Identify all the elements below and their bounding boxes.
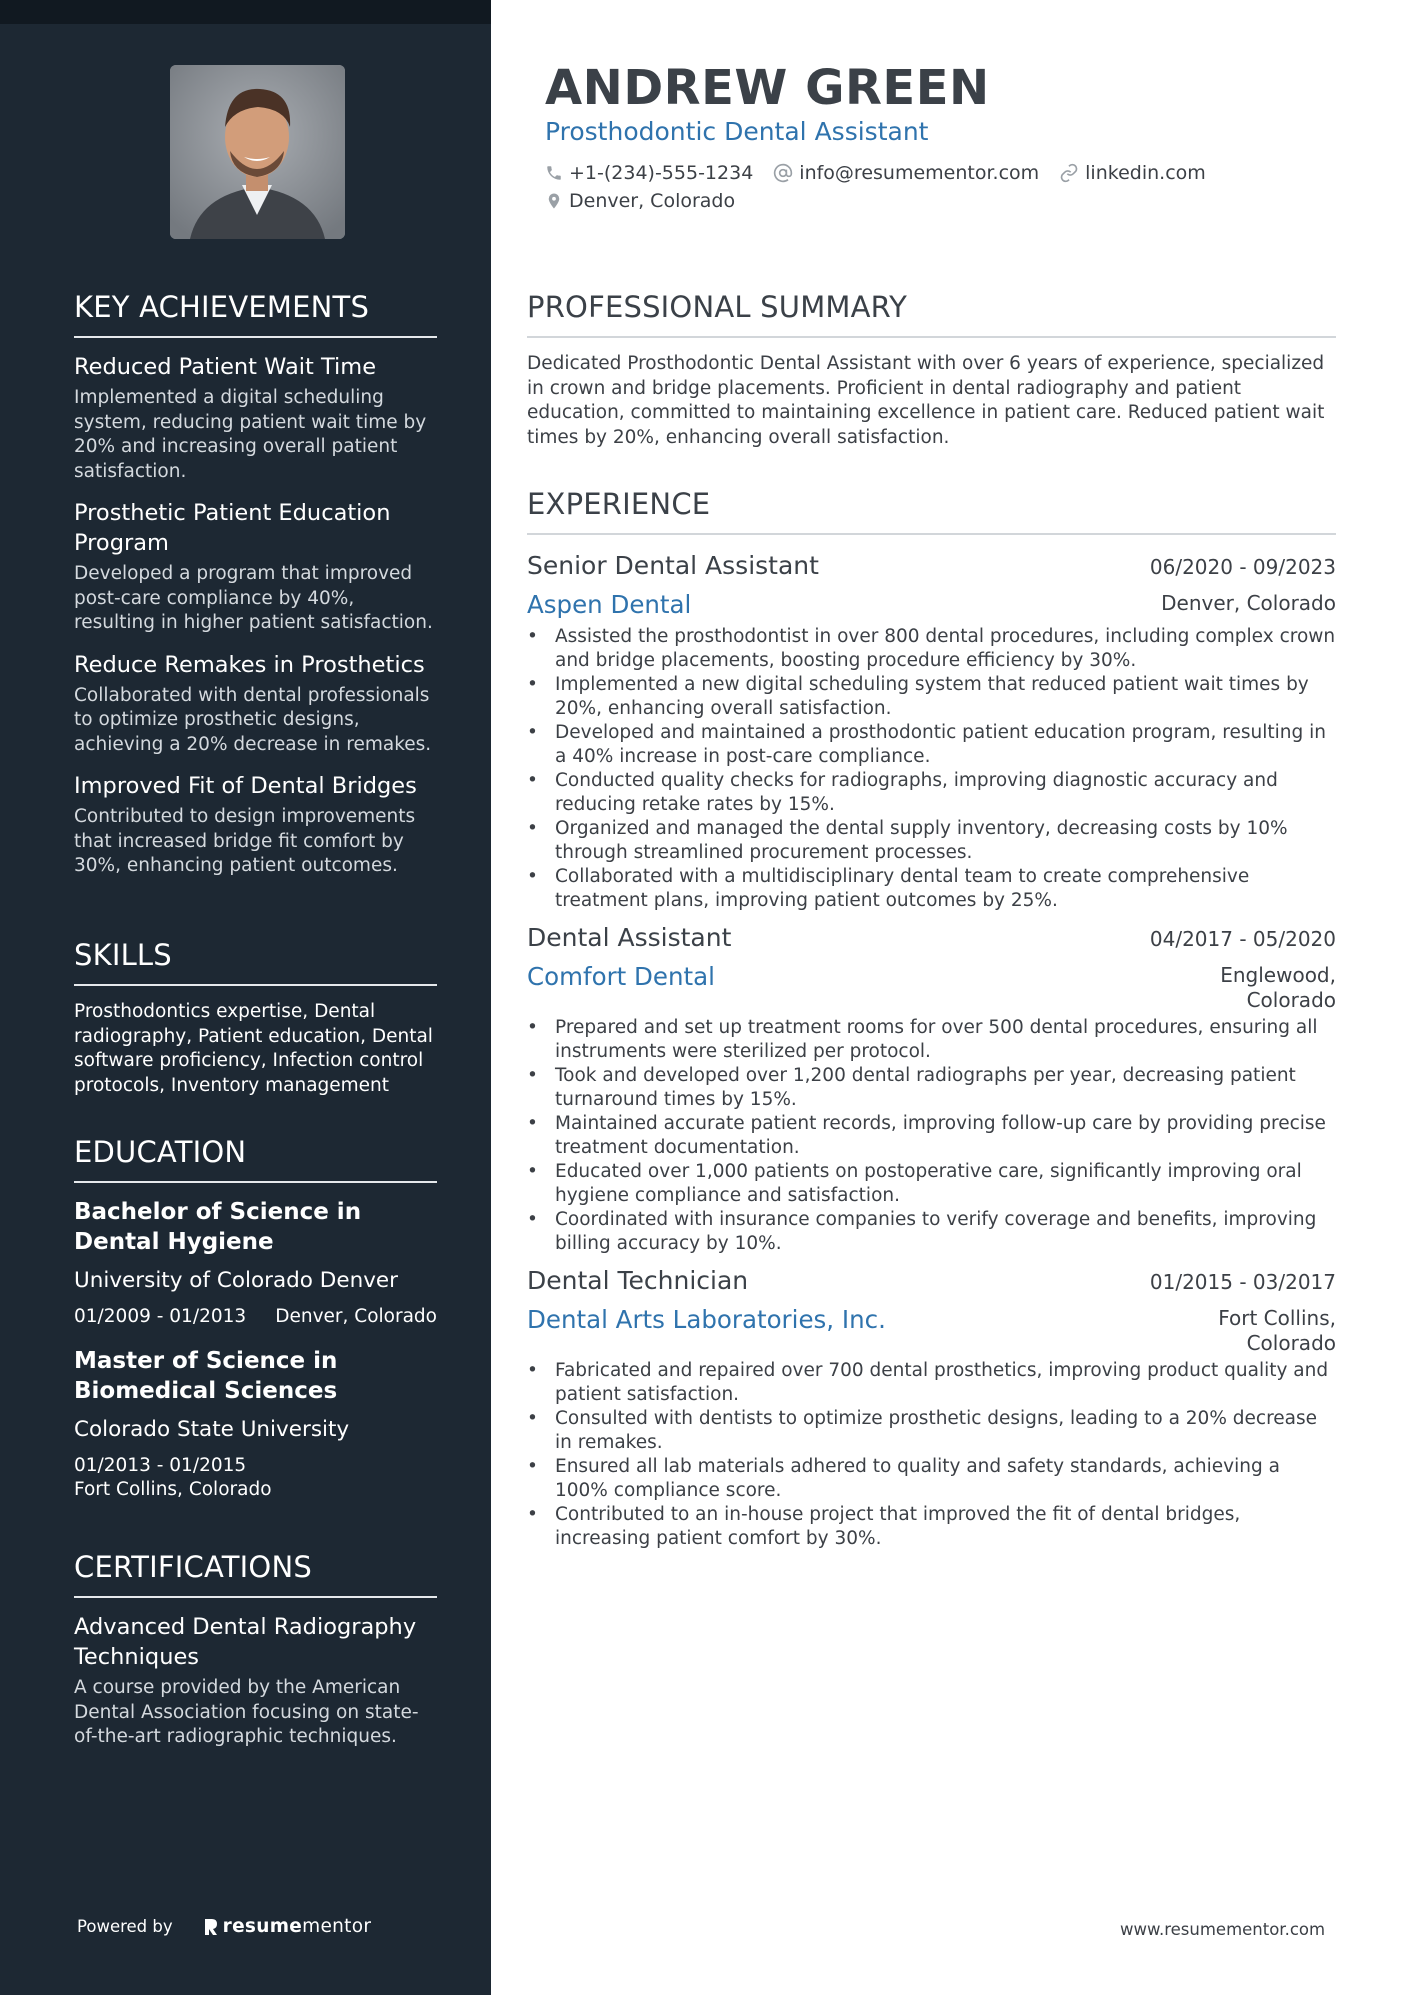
footer-website[interactable]: www.resumementor.com [1120,1920,1326,1939]
linkedin-text: linkedin.com [1085,162,1206,184]
job-subheader [527,589,1336,621]
education-degree: Master of Science in Biomedical Sciences [74,1347,338,1404]
job-company: Comfort Dental [527,962,715,991]
job-header [527,549,1336,583]
job-bullet: • Prepared and set up treatment rooms for over 500 dental procedures, ensuring all instruments were sterilized per protocol. [527,1016,1336,1064]
job-bullet: • Maintained accurate patient records, improving follow-up care by providing precise treatment documentation. [527,1112,1336,1160]
powered-by-label: Powered by [77,1917,173,1936]
certifications-section [74,1550,437,1764]
contact-phone[interactable] [545,162,753,184]
job-bullet: • Coordinated with insurance companies to verify coverage and benefits, improving billing accuracy by 10%. [527,1208,1336,1256]
education-item [74,1197,437,1330]
job-bullet: • Fabricated and repaired over 700 dental prosthetics, improving product quality and patient satisfaction. [527,1359,1336,1407]
job-bullets [527,1359,1336,1551]
brand-bold: resume [222,1916,303,1937]
achievement-title: Reduced Patient Wait Time [74,354,377,380]
job-bullet: • Contributed to an in-house project that improved the fit of dental bridges, increasing patient comfort by 30%. [527,1503,1336,1551]
job-bullet: • Consulted with dentists to optimize prosthetic designs, leading to a 20% decrease in remakes. [527,1407,1336,1455]
job-location: Englewood, Colorado [1220,963,1336,1012]
job-header [527,921,1336,955]
phone-text: +1-(234)-555-1234 [569,162,754,184]
education-location: Fort Collins, Colorado [74,1479,272,1500]
certification-title: Advanced Dental Radiography Techniques [74,1614,417,1670]
experience-heading: EXPERIENCE [527,487,1336,535]
job-entry [527,549,1336,913]
certifications-heading: CERTIFICATIONS [74,1550,437,1598]
job-bullet: • Organized and managed the dental supply inventory, decreasing costs by 10% through streamlined procurement processes. [527,817,1336,865]
phone-icon [545,164,563,182]
contact-row-location [545,190,1335,212]
achievement-item [74,650,437,758]
job-role: Senior Dental Assistant [527,551,819,580]
certification-item [74,1612,437,1750]
job-bullet: • Developed and maintained a prosthodontic patient education program, resulting in a 40% increase in post-care compliance. [527,721,1336,769]
at-icon [773,163,793,183]
achievement-desc: Implemented a digital scheduling system, reducing patient wait time by 20% and increasing overall patient satisfaction. [74,387,427,482]
certification-desc: A course provided by the American Dental Association focusing on state-of-the-art radiographic techniques. [74,1677,419,1747]
job-header [527,1264,1336,1298]
education-school: University of Colorado Denver [74,1268,398,1293]
achievement-item [74,352,437,484]
job-role: Dental Technician [527,1266,749,1295]
education-section [74,1135,437,1503]
achievement-desc: Collaborated with dental professionals to optimize prosthetic designs, achieving a 20% decrease in remakes. [74,684,432,755]
contact-location [545,190,735,212]
education-school: Colorado State University [74,1416,350,1442]
resumementor-logo-icon [203,1917,219,1937]
education-heading: EDUCATION [74,1135,437,1183]
experience-section [527,487,1336,1559]
job-bullet: • Ensured all lab materials adhered to quality and safety standards, achieving a 100% compliance score. [527,1455,1336,1503]
resume-header [545,60,1335,212]
candidate-name: ANDREW GREEN [545,60,990,116]
skills-list: Prosthodontics expertise, Dental radiography, Patient education, Dental software proficiency, Infection control protocols, Inventory management [74,1001,433,1096]
education-dates: 01/2009 - 01/2013 [74,1306,247,1327]
email-text: info@resumementor.com [799,162,1040,184]
link-icon [1059,163,1079,183]
achievement-desc: Contributed to design improvements that increased bridge fit comfort by 30%, enhancing patient outcomes. [74,806,416,876]
job-bullet: • Conducted quality checks for radiographs, improving diagnostic accuracy and reducing retake rates by 15%. [527,769,1336,817]
skills-section [74,938,437,1098]
job-subheader [527,961,1336,1012]
sidebar [0,0,491,1995]
skills-heading: SKILLS [74,938,437,986]
job-bullets [527,1016,1336,1256]
achievement-title: Improved Fit of Dental Bridges [74,773,417,799]
contact-linkedin[interactable] [1059,162,1206,184]
key-achievements-heading: KEY ACHIEVEMENTS [74,290,437,338]
education-location: Denver, Colorado [275,1306,437,1327]
achievement-title: Prosthetic Patient Education Program [74,500,391,556]
powered-by [77,1916,371,1937]
achievement-title: Reduce Remakes in Prosthetics [74,651,425,678]
job-location: Fort Collins, Colorado [1218,1306,1336,1355]
job-bullets [527,625,1336,913]
job-bullet: • Educated over 1,000 patients on postoperative care, significantly improving oral hygiene compliance and satisfaction. [527,1160,1336,1208]
job-bullet: • Implemented a new digital scheduling system that reduced patient wait times by 20%, enhancing overall satisfaction. [527,673,1336,721]
job-role: Dental Assistant [527,923,732,952]
achievement-desc: Developed a program that improved post-care compliance by 40%, resulting in higher patient satisfaction. [74,563,433,633]
profile-photo [170,65,345,239]
resumementor-logo[interactable] [203,1916,372,1937]
job-company: Aspen Dental [527,590,692,619]
education-item [74,1346,437,1503]
job-location: Denver, Colorado [1161,591,1336,615]
sidebar-top-bar [0,0,491,24]
job-bullet: • Took and developed over 1,200 dental radiographs per year, decreasing patient turnaround times by 15%. [527,1064,1336,1112]
job-subheader [527,1304,1336,1355]
education-dates: 01/2013 - 01/2015 [74,1454,247,1476]
job-bullet: • Collaborated with a multidisciplinary dental team to create comprehensive treatment plans, improving patient outcomes by 25%. [527,865,1336,913]
summary-heading: PROFESSIONAL SUMMARY [527,290,1336,338]
contact-email[interactable] [773,162,1039,184]
achievement-item [74,498,437,636]
key-achievements-section [74,290,437,893]
job-company: Dental Arts Laboratories, Inc. [527,1305,886,1334]
job-dates: 04/2017 - 05/2020 [1149,927,1336,951]
education-meta [74,1305,437,1330]
summary-section [527,290,1336,450]
location-text: Denver, Colorado [569,190,736,212]
job-entry [527,1264,1336,1551]
job-dates: 06/2020 - 09/2023 [1149,555,1336,579]
candidate-title: Prosthodontic Dental Assistant [545,117,929,146]
summary-text: Dedicated Prosthodontic Dental Assistant with over 6 years of experience, specialized in crown and bridge placements. Proficient in dental radiography and patient education, committed to maintaining excellence in patient care. Reduced patient wait times by 20%, enhancing overall satisfaction. [527,353,1325,448]
location-pin-icon [545,191,563,211]
brand-light: mentor [302,1916,372,1937]
job-entry [527,921,1336,1256]
education-meta [74,1454,437,1503]
achievement-item [74,771,437,879]
contact-row [545,162,1335,184]
job-bullet: • Assisted the prosthodontist in over 800 dental procedures, including complex crown and bridge placements, boosting procedure efficiency by 30%. [527,625,1336,673]
education-degree: Bachelor of Science in Dental Hygiene [74,1199,362,1255]
job-dates: 01/2015 - 03/2017 [1149,1270,1336,1294]
